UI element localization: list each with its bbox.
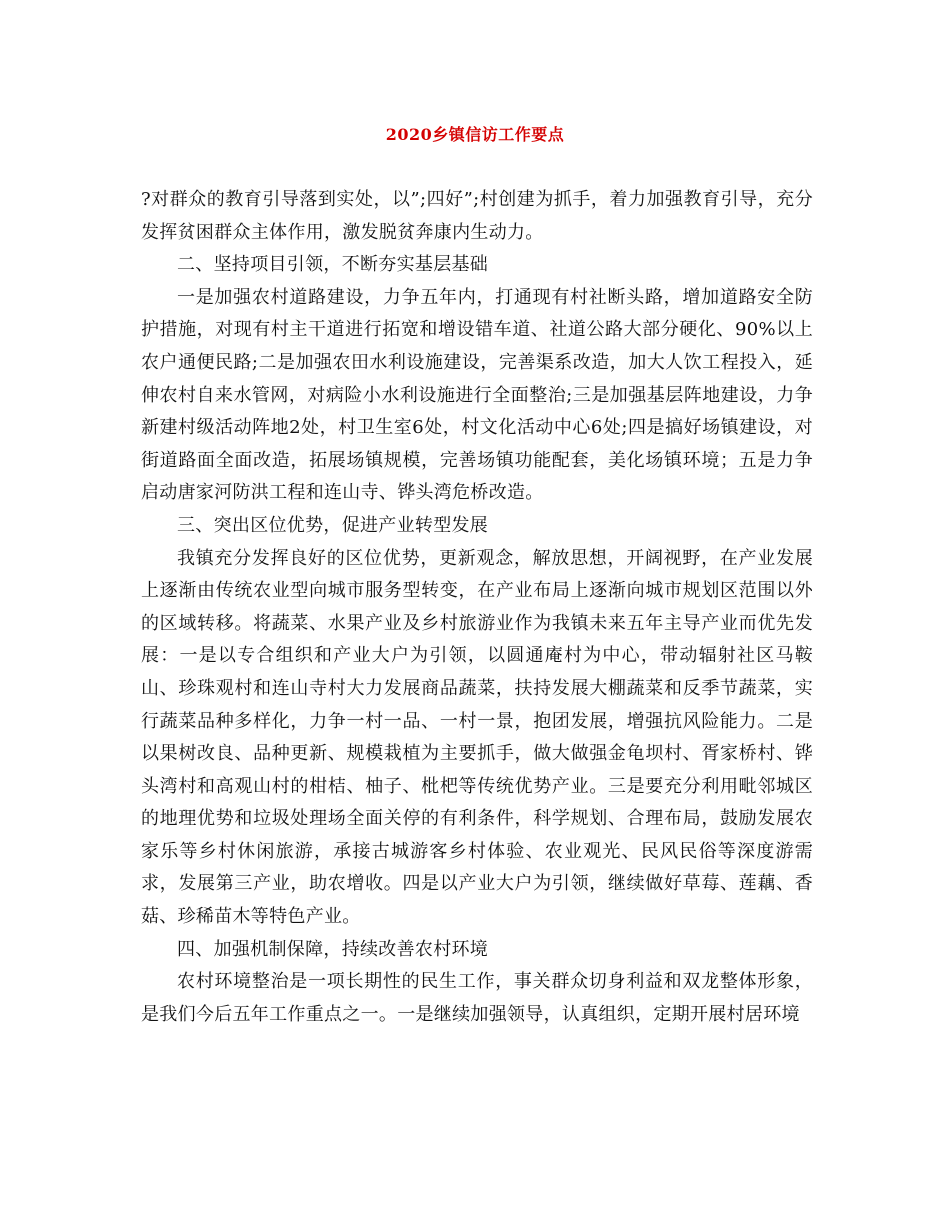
paragraph-infrastructure: 一是加强农村道路建设，力争五年内，打通现有村社断头路，增加道路安全防护措施，对现有村主干道进行拓宽和增设错车道、社道公路大部分硬化、90%以上农户通便民路;二是加强农田水利设施建设，完善渠系改造，加大人饮工程投入，延伸农村自来水管网，对病险小水利设施进行全面整治;三是加强基层阵地建设，力争新建村级活动阵地2处，村卫生室6处，村文化活动中心6处;四是搞好场镇建设，对街道路面全面改造，拓展场镇规模，完善场镇功能配套，美化场镇环境；五是力争启动唐家河防洪工程和连山寺、铧头湾危桥改造。 <box>141 286 813 504</box>
document-title: 2020乡镇信访工作要点 <box>385 125 565 144</box>
paragraph-environment: 农村环境整治是一项长期性的民生工作，事关群众切身利益和双龙整体形象，是我们今后五年工作重点之一。一是继续加强领导，认真组织，定期开展村居环境 <box>141 971 813 1025</box>
document-body <box>141 184 813 1031</box>
section-heading-3: 三、突出区位优势，促进产业转型发展 <box>177 514 489 536</box>
section-heading-4: 四、加强机制保障，持续改善农村环境 <box>177 938 489 960</box>
paragraph-intro: ?对群众的教育引导落到实处，以”;四好”;村创建为抓手，着力加强教育引导，充分发挥贫困群众主体作用，激发脱贫奔康内生动力。 <box>141 189 813 243</box>
section-heading-2: 二、坚持项目引领，不断夯实基层基础 <box>177 254 489 276</box>
paragraph-industry: 我镇充分发挥良好的区位优势，更新观念，解放思想，开阔视野，在产业发展上逐渐由传统农业型向城市服务型转变，在产业布局上逐渐向城市规划区范围以外的区域转移。将蔬菜、水果产业及乡村旅游业作为我镇未来五年主导产业而优先发展：一是以专合组织和产业大户为引领，以圆通庵村为中心，带动辐射社区马鞍山、珍珠观村和连山寺村大力发展商品蔬菜，扶持发展大棚蔬菜和反季节蔬菜，实行蔬菜品种多样化，力争一村一品、一村一景，抱团发展，增强抗风险能力。二是以果树改良、品种更新、规模栽植为主要抓手，做大做强金龟坝村、胥家桥村、铧头湾村和高观山村的柑桔、柚子、枇杷等传统优势产业。三是要充分利用毗邻城区的地理优势和垃圾处理场全面关停的有利条件，科学规划、合理布局，鼓励发展农家乐等乡村休闲旅游，承接古城游客乡村体验、农业观光、民风民俗等深度游需求，发展第三产业，助农增收。四是以产业大户为引领，继续做好草莓、莲藕、香菇、珍稀苗木等特色产业。 <box>141 547 813 928</box>
